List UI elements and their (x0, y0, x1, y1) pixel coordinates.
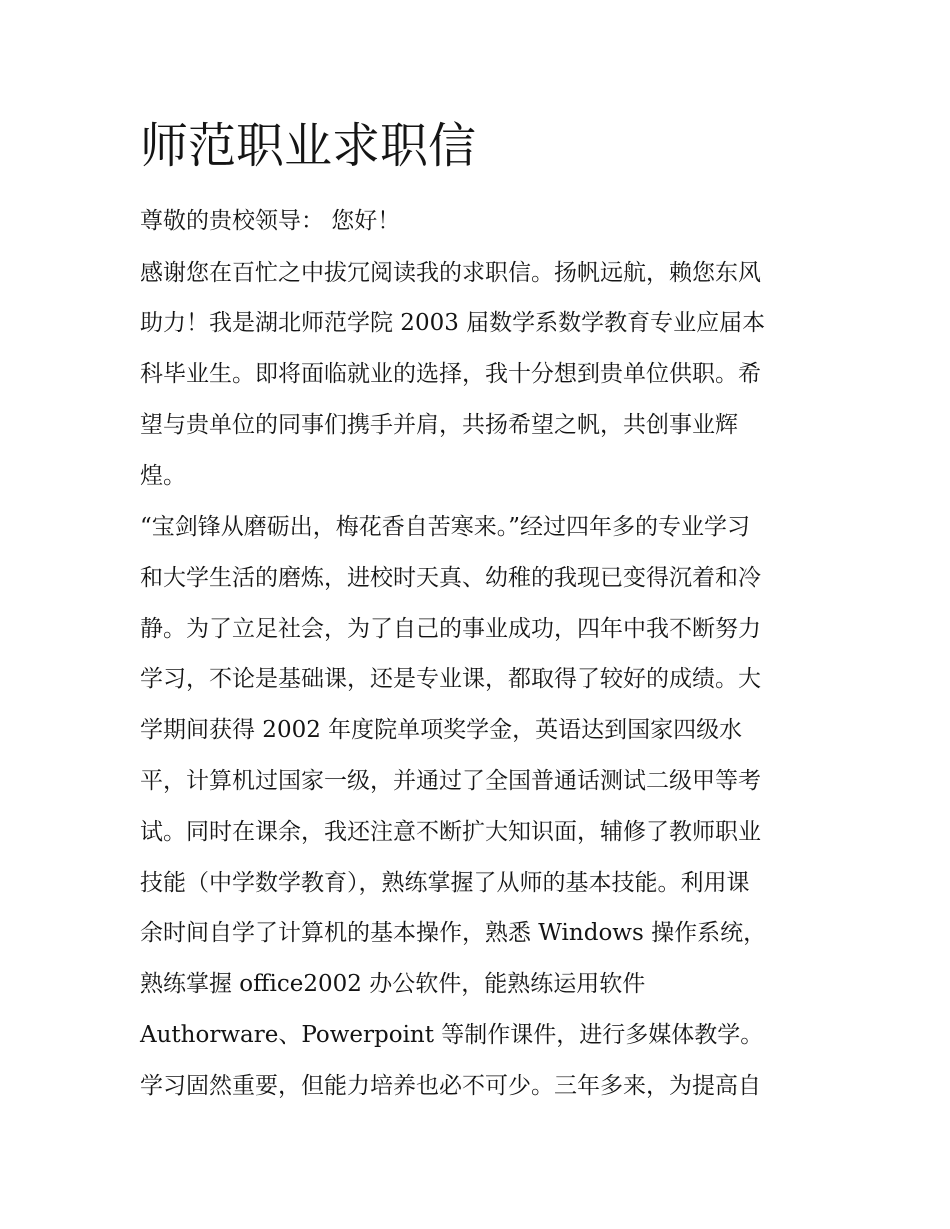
body-line: “宝剑锋从磨砺出，梅花香自苦寒来。”经过四年多的专业学习 (140, 514, 751, 540)
body-line: 平，计算机过国家一级，并通过了全国普通话测试二级甲等考 (140, 768, 761, 794)
body-line: 学期间获得 2002 年度院单项奖学金，英语达到国家四级水 (140, 717, 743, 743)
body-line: 煌。 (140, 463, 186, 489)
body-line: 望与贵单位的同事们携手并肩，共扬希望之帆，共创事业辉 (140, 412, 738, 438)
page-title: 师范职业求职信 (140, 118, 477, 174)
body-line: 学习固然重要，但能力培养也必不可少。三年多来，为提高自 (140, 1073, 761, 1099)
body-line: 学习，不论是基础课，还是专业课，都取得了较好的成绩。大 (140, 666, 761, 692)
body-line: 试。同时在课余，我还注意不断扩大知识面，辅修了教师职业 (140, 819, 761, 845)
body-line: 科毕业生。即将面临就业的选择，我十分想到贵单位供职。希 (140, 361, 761, 387)
greeting-line: 尊敬的贵校领导： 您好！ (140, 208, 401, 234)
body-line: 感谢您在百忙之中拔冗阅读我的求职信。扬帆远航，赖您东风 (140, 260, 761, 286)
body-line: Authorware、Powerpoint 等制作课件，进行多媒体教学。 (140, 1022, 764, 1048)
body-line: 助力！我是湖北师范学院 2003 届数学系数学教育专业应届本 (140, 310, 766, 336)
body-line: 技能（中学数学教育），熟练掌握了从师的基本技能。利用课 (140, 870, 750, 896)
body-line: 余时间自学了计算机的基本操作，熟悉 Windows 操作系统， (140, 920, 767, 946)
body-line: 和大学生活的磨炼，进校时天真、幼稚的我现已变得沉着和冷 (140, 565, 761, 591)
body-line: 静。为了立足社会，为了自己的事业成功，四年中我不断努力 (140, 616, 761, 642)
body-line: 熟练掌握 office2002 办公软件，能熟练运用软件 (140, 971, 646, 997)
